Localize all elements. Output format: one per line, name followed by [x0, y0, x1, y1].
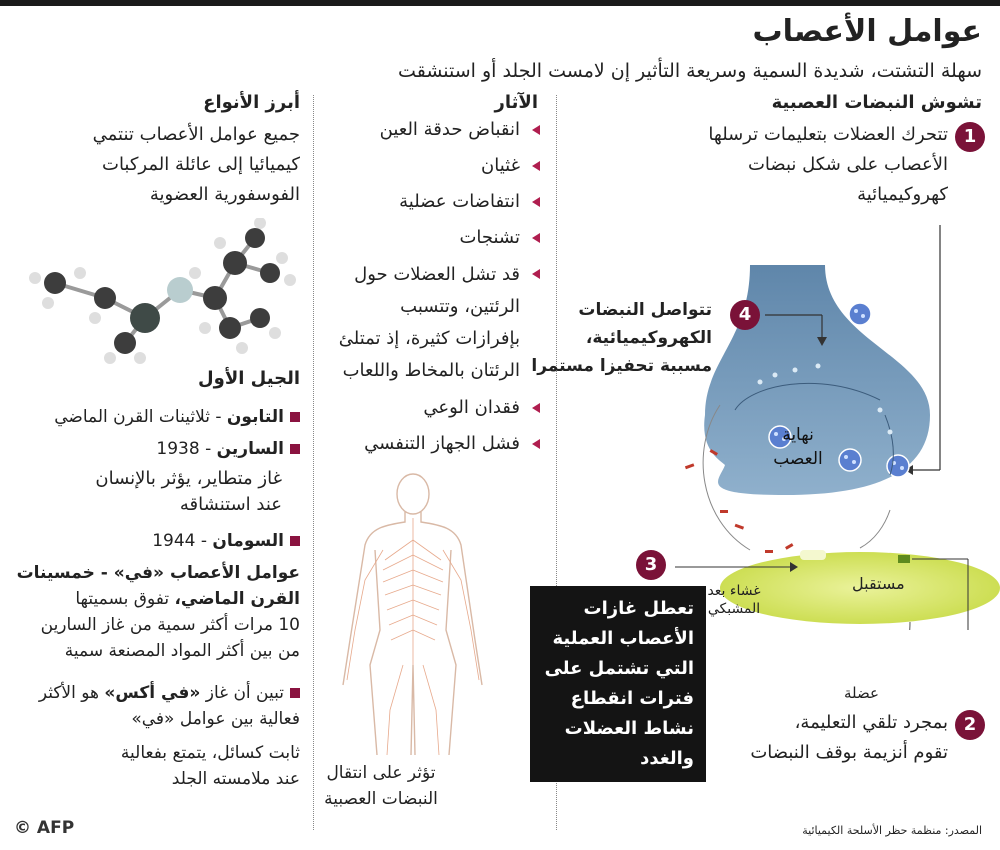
v-agents-heading-2: القرن الماضي، [174, 589, 300, 609]
source-note: المصدر: منظمة حظر الأسلحة الكيميائية [802, 824, 982, 837]
muscle-pointer [890, 622, 910, 630]
agent-sarin [156, 436, 300, 462]
effect-text: فشل الجهاز التنفسي [364, 433, 520, 454]
types-intro-line: جميع عوامل الأعصاب تنتمي [92, 124, 300, 145]
molecule-illustration [20, 218, 310, 368]
sarin-detail-line: عند استنشاقه [179, 494, 282, 515]
agent-soman [152, 528, 300, 554]
receptor-marker [898, 555, 910, 563]
nerve-ending-label [762, 423, 834, 471]
body-caption-line: تؤثر على انتقال [326, 763, 436, 783]
mechanism-title: تشوش النبضات العصبية [771, 92, 982, 113]
step-4-line: تتواصل النبضات [578, 300, 712, 320]
vesicle [849, 303, 871, 325]
gen1-title: الجيل الأول [198, 368, 300, 389]
bullet-triangle-icon [532, 161, 540, 171]
agent-vx [39, 680, 300, 732]
callout-line: التي تشتمل على [544, 658, 694, 679]
bullet-square-icon [290, 412, 300, 422]
callout-line: نشاط العضلات [564, 718, 694, 739]
v-agents-line: من بين أكثر المواد المصنعة سمية [64, 641, 300, 661]
body-caption [306, 760, 456, 812]
callout-line: تعطل غازات [583, 598, 694, 619]
top-bar [0, 0, 1000, 6]
page-title: عوامل الأعصاب [752, 14, 982, 49]
effect-item [330, 151, 540, 181]
page-subtitle: سهلة التشتت، شديدة السمية وسريعة التأثير إن لامست الجلد أو استنشقت [398, 60, 982, 82]
step-2-text [750, 708, 948, 768]
column-divider-left [313, 95, 314, 830]
effect-item [330, 187, 540, 217]
agent-name: السومان [212, 531, 284, 551]
bullet-square-icon [290, 536, 300, 546]
effect-text: انقباض حدقة العين [379, 119, 520, 140]
bullet-triangle-icon [532, 233, 540, 243]
bullet-triangle-icon [532, 439, 540, 449]
step-1-badge: 1 [955, 122, 985, 152]
nerve-ending-label-line: العصب [773, 449, 823, 469]
step-1-line: كهروكيميائية [857, 184, 948, 205]
types-intro-line: الفوسفورية العضوية [149, 184, 300, 205]
effect-text: فقدان الوعي [423, 397, 520, 418]
vx-suffix: هو الأكثر [38, 683, 105, 703]
agent-desc: - ثلاثينات القرن الماضي [54, 407, 227, 427]
step-1-line: الأعصاب على شكل نبضات [747, 154, 948, 175]
effect-item [330, 429, 540, 459]
membrane-label-line: غشاء بعد [707, 583, 761, 599]
afp-credit: © AFP [14, 818, 75, 838]
step-4-badge: 4 [730, 300, 760, 330]
v-agents-rest: تفوق بسميتها [75, 589, 175, 609]
human-body-icon [325, 470, 500, 760]
vx-detail-line: ثابت كسائل، يتمتع بفعالية [120, 743, 300, 763]
membrane-label-line: المشبكي [707, 601, 761, 617]
types-intro [93, 120, 300, 210]
step-3-badge: 3 [636, 550, 666, 580]
types-title: أبرز الأنواع [203, 92, 300, 113]
effect-text: قد تشل العضلات حول الرئتين، وتتسبب بإفرازات كثيرة، إذ تمتلئ الرئتان بالمخاط واللعاب [338, 264, 520, 381]
step-4-line: الكهروكيميائية، [585, 328, 712, 348]
effect-item [330, 223, 540, 253]
synapse-diagram [560, 210, 1000, 630]
muscle-label: عضلة [844, 684, 879, 702]
agent-v-series [10, 560, 300, 664]
effect-item [330, 259, 540, 387]
cycle-arrow [860, 510, 890, 548]
effect-text: تشنجات [459, 227, 520, 248]
step-2-line: تقوم أنزيمة بوقف النبضات [750, 742, 948, 763]
vx-detail-line: عند ملامسته الجلد [171, 769, 300, 789]
disruption-callout [530, 586, 706, 782]
effect-text: انتفاضات عضلية [399, 191, 520, 212]
vesicle [839, 449, 861, 471]
synaptic-cleft [800, 550, 826, 560]
vx-name: «في أكس» [104, 683, 201, 703]
step-2-line: بمجرد تلقي التعليمة، [794, 712, 948, 733]
types-intro-line: كيميائيا إلى عائلة المركبات [102, 154, 300, 175]
vx-line: فعالية بين عوامل «في» [131, 709, 300, 729]
bullet-triangle-icon [532, 197, 540, 207]
agent-desc: - 1944 [152, 531, 213, 551]
step-4-text [531, 296, 712, 380]
effects-title: الآثار [494, 92, 538, 113]
body-caption-line: النبضات العصبية [324, 789, 438, 809]
effect-item [330, 393, 540, 423]
bullet-square-icon [290, 688, 300, 698]
vx-prefix: تبين أن غاز [200, 683, 284, 703]
step-1-text [708, 120, 948, 210]
v-agents-heading: عوامل الأعصاب «في» - خمسينات [16, 563, 300, 583]
receptor-label: مستقبل [852, 574, 905, 593]
agent-name: التابون [226, 407, 284, 427]
bullet-triangle-icon [532, 125, 540, 135]
sarin-detail-line: غاز متطاير، يؤثر بالإنسان [95, 468, 282, 489]
callout-line: والغدد [640, 748, 694, 769]
v-agents-line: 10 مرات أكثر سمية من غاز السارين [40, 615, 300, 635]
agent-tabun [54, 404, 300, 430]
effect-item [330, 115, 540, 145]
bullet-triangle-icon [532, 403, 540, 413]
callout-line: فترات انقطاع [570, 688, 694, 709]
agent-name: السارين [216, 439, 284, 459]
vx-details [121, 740, 300, 792]
step-2-badge: 2 [955, 710, 985, 740]
bullet-square-icon [290, 444, 300, 454]
callout-line: الأعصاب العملية [552, 628, 694, 649]
effect-text: غثيان [481, 155, 520, 176]
step-1-line: تتحرك العضلات بتعليمات ترسلها [708, 124, 948, 145]
step-4-line: مسببة تحفيزا مستمرا [531, 356, 712, 376]
effects-list [330, 115, 540, 465]
membrane-label [698, 582, 770, 618]
nerve-ending-label-line: نهاية [782, 425, 814, 445]
bullet-triangle-icon [532, 269, 540, 279]
sarin-details [95, 466, 282, 518]
agent-desc: - 1938 [156, 439, 217, 459]
